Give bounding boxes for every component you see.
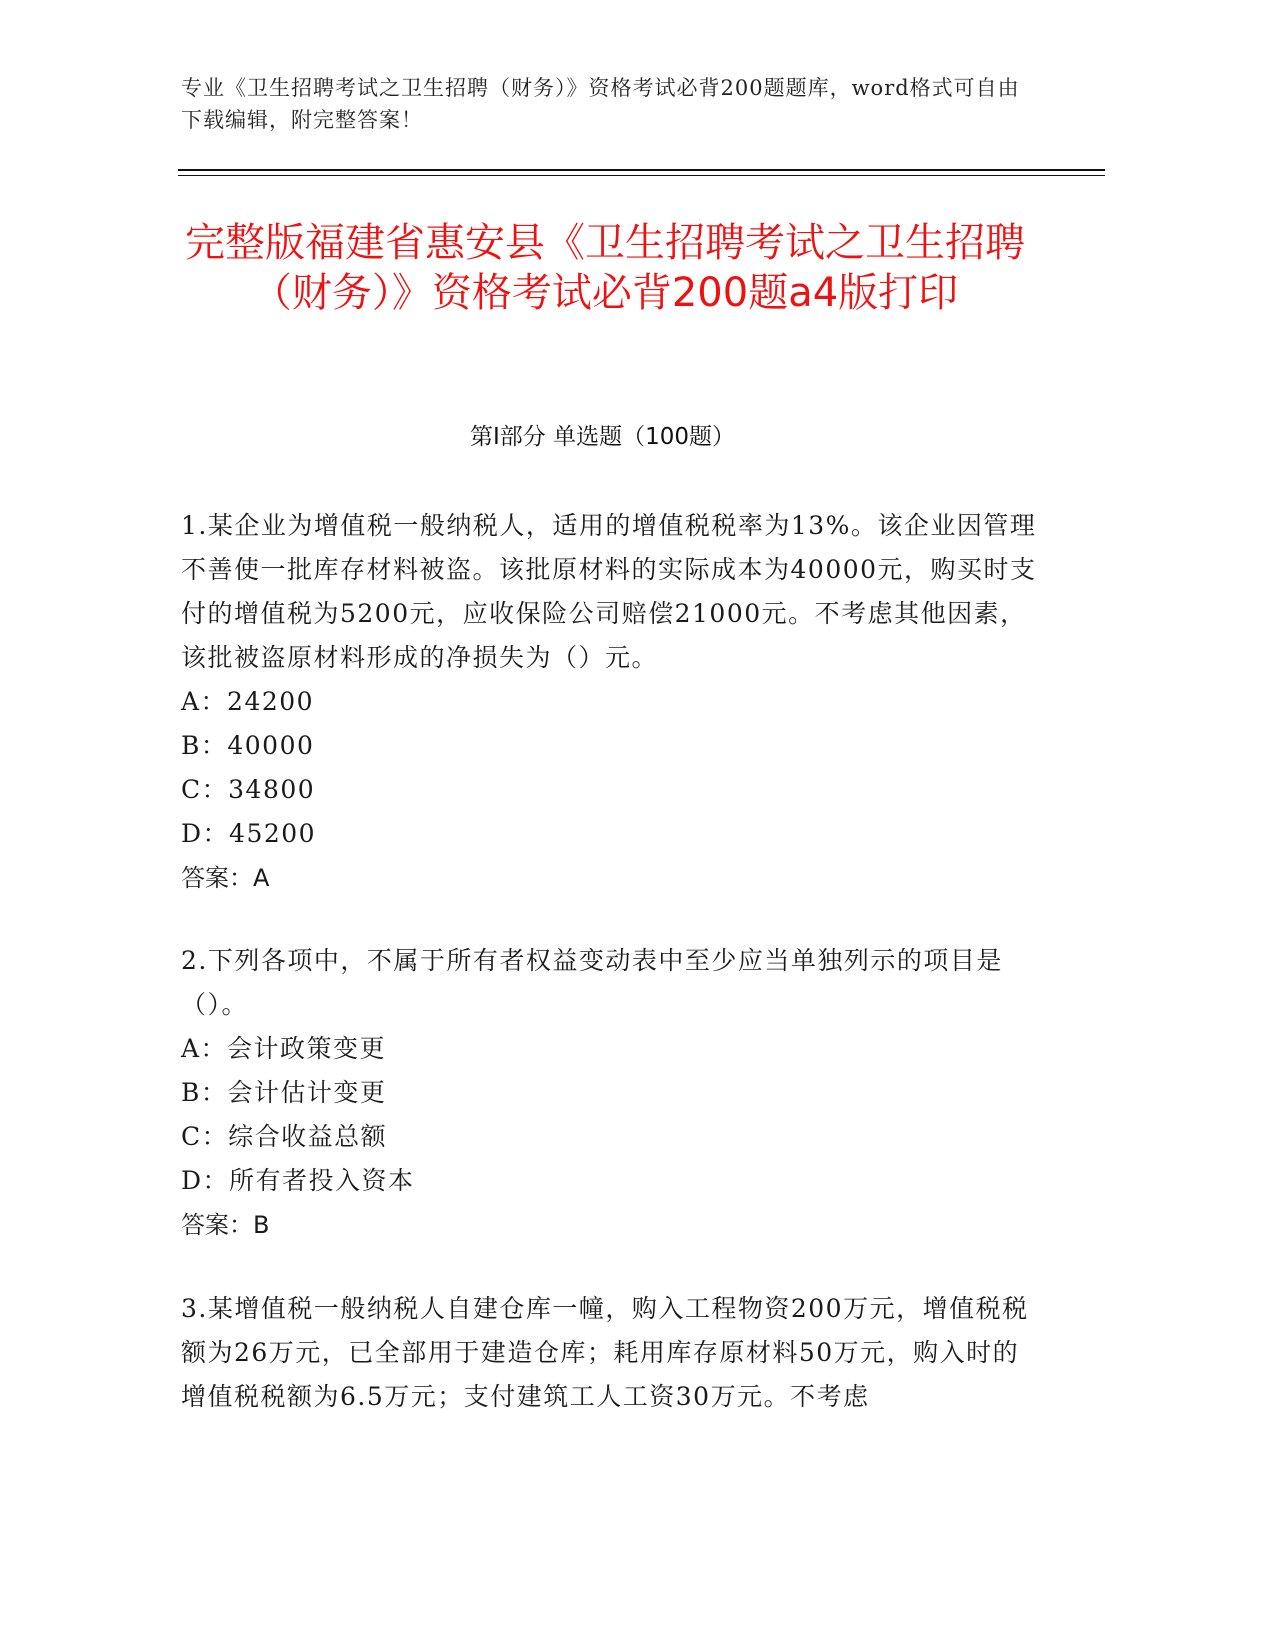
header-note: 专业《卫生招聘考试之卫生招聘（财务）》资格考试必背200题题库，word格式可自由下载编辑，附完整答案！ bbox=[181, 76, 1020, 132]
answer-line: 答案：A bbox=[181, 864, 270, 892]
question-stem: 2.下列各项中，不属于所有者权益变动表中至少应当单独列示的项目是（）。 bbox=[181, 946, 1003, 1019]
question-stem: 1.某企业为增值税一般纳税人，适用的增值税税率为13%。该企业因管理不善使一批库存材料被盗。该批原材料的实际成本为40000元，购买时支付的增值税为5200元，应收保险公司赔偿21000元。不考虑其他因素，该批被盗原材料形成的净损失为（）元。 bbox=[181, 511, 1037, 672]
option-c: C：34800 bbox=[181, 775, 316, 804]
option-c: C：综合收益总额 bbox=[181, 1122, 388, 1151]
header-divider-thin bbox=[178, 175, 1105, 176]
question-item bbox=[181, 939, 1041, 1247]
option-b: B：会计估计变更 bbox=[181, 1078, 387, 1107]
document-title: 完整版福建省惠安县《卫生招聘考试之卫生招聘（财务）》资格考试必背200题a4版打印 bbox=[185, 220, 1025, 316]
option-d: D：45200 bbox=[181, 819, 317, 848]
header-divider-thick bbox=[178, 169, 1105, 171]
question-item bbox=[181, 1287, 1041, 1419]
question-item bbox=[181, 504, 1041, 900]
section-heading: 第I部分 单选题（100题） bbox=[470, 424, 735, 450]
answer-line: 答案：B bbox=[181, 1211, 270, 1239]
question-stem: 3.某增值税一般纳税人自建仓库一幢，购入工程物资200万元，增值税税额为26万元，已全部用于建造仓库；耗用库存原材料50万元，购入时的增值税税额为6.5万元；支付建筑工人工资30万元。不考虑 bbox=[181, 1294, 1029, 1411]
option-b: B：40000 bbox=[181, 731, 315, 760]
option-a: A：会计政策变更 bbox=[181, 1034, 387, 1063]
option-d: D：所有者投入资本 bbox=[181, 1166, 415, 1195]
option-a: A：24200 bbox=[181, 687, 315, 716]
